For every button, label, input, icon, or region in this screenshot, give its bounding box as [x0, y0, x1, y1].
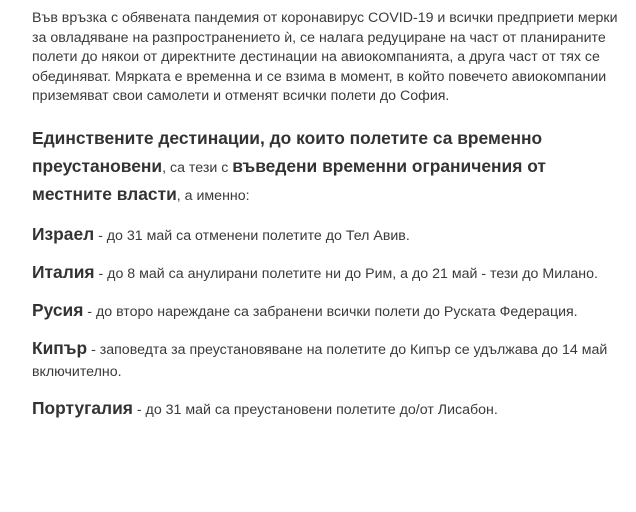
country-detail: - до 31 май са отменени полетите до Тел Авив. [94, 227, 410, 244]
country-detail: - до 8 май са анулирани полетите ни до Рим, а до 21 май - тези до Милано. [94, 265, 598, 282]
country-name: Русия [32, 299, 84, 320]
lead-text-2: , а именно: [176, 187, 250, 204]
list-item-russia [32, 299, 620, 323]
lead-paragraph [32, 125, 620, 209]
list-item-italy [32, 261, 620, 285]
lead-bold-restrictions: въведени временни ограничения от местните власти [32, 155, 546, 204]
country-name: Израел [32, 223, 95, 244]
lead-bold-destinations: Единствените дестинации, до които полетите са временно преустановени [32, 127, 543, 176]
country-detail: - до 31 май са преустановени полетите до/от Лисабон. [132, 401, 498, 418]
list-item-israel [32, 223, 620, 247]
intro-paragraph: Във връзка с обявената пандемия от коронавирус COVID-19 и всички предприети мерки за овладяване на разпространението ѝ, се налага редуциране на част от планираните полети до някои от директните дестинации на авиокомпанията, а друга част от тях се обединяват. Мярката е временна и се взима в момент, в който повечето авиокомпании приземяват свои самолети и отменят всички полети до София. [32, 10, 618, 105]
country-name: Кипър [32, 337, 88, 358]
country-detail: - до второ нареждане са забранени всички полети до Руската Федерация. [83, 303, 578, 320]
list-item-portugal [32, 397, 620, 421]
country-detail: - заповедта за преустановяване на полетите до Кипър се удължава до 14 май включително. [32, 341, 608, 380]
country-name: Португалия [32, 397, 133, 418]
list-item-cyprus [32, 337, 620, 383]
lead-text-1: , са тези с [162, 159, 233, 176]
country-name: Италия [32, 261, 95, 282]
